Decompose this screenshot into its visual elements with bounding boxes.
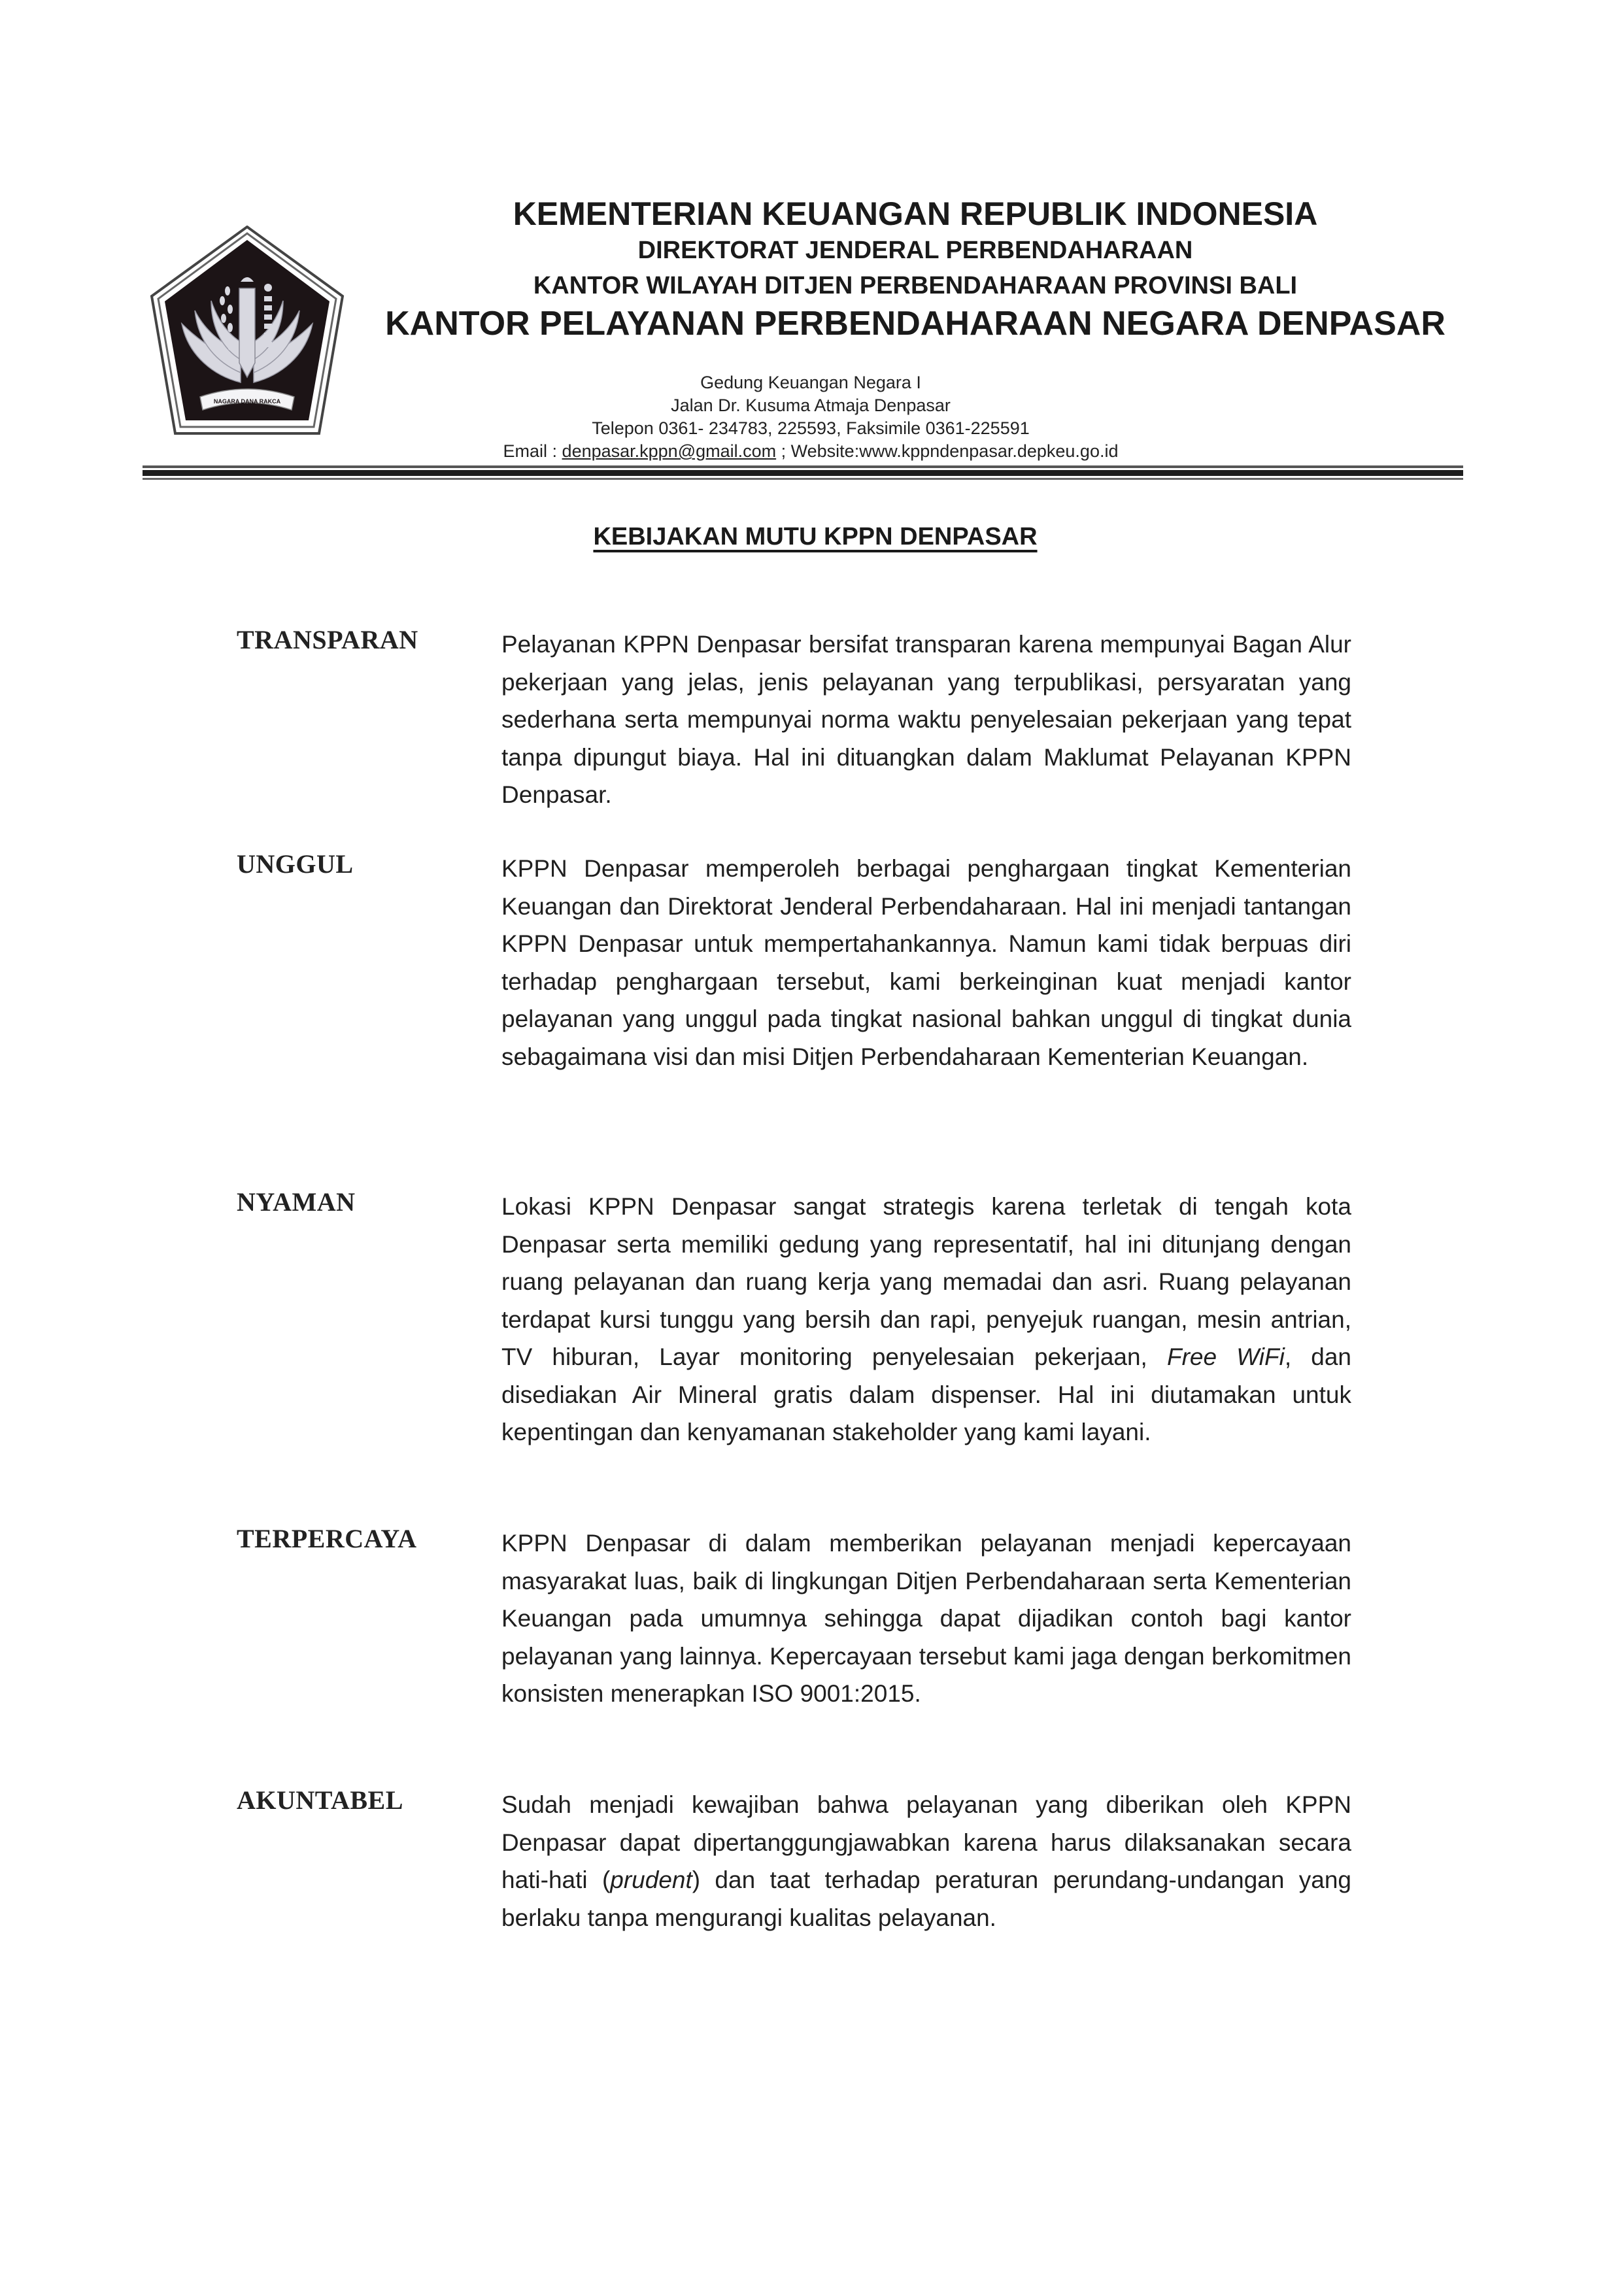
regional-office-name: KANTOR WILAYAH DITJEN PERBENDAHARAAN PROVINSI BALI (533, 271, 1298, 299)
section-label: TERPERCAYA (237, 1524, 417, 1553)
address-street: Jalan Dr. Kusuma Atmaja Denpasar (671, 396, 951, 415)
address-block (392, 371, 1229, 463)
website-text: ; Website:www.kppndenpasar.depkeu.go.id (776, 441, 1119, 461)
ministry-name: KEMENTERIAN KEUANGAN REPUBLIK INDONESIA (513, 195, 1318, 232)
section-text: Lokasi KPPN Denpasar sangat strategis karena terletak di tengah kota Denpasar serta memiliki gedung yang representatif, hal ini ditunjang dengan ruang pelayanan dan ruang kerja yang memadai dan asri. Ruang pelayanan terdapat kursi tunggu yang bersih dan rapi, penyejuk ruangan, mesin antrian, TV hiburan, Layar monitoring penyelesaian pekerjaan, (501, 1193, 1351, 1370)
document-title: KEBIJAKAN MUTU KPPN DENPASAR (593, 523, 1038, 550)
section-body (501, 1188, 1351, 1451)
section-body: Pelayanan KPPN Denpasar bersifat transparan karena mempunyai Bagan Alur pekerjaan yang jelas, jenis pelayanan yang terpublikasi, persyaratan yang sederhana serta mempunyai norma waktu penyelesaian pekerjaan yang tepat tanpa dipungut biaya. Hal ini dituangkan dalam Maklumat Pelayanan KPPN Denpasar. (501, 631, 1351, 808)
emblem-ribbon-text: NAGARA DANA RAKCA (213, 398, 281, 405)
section-label: TRANSPARAN (237, 625, 418, 654)
address-phone: Telepon 0361- 234783, 225593, Faksimile 0361-225591 (592, 418, 1030, 438)
section-text-italic: Free WiFi (1166, 1343, 1285, 1370)
email-label: Email : (503, 441, 562, 461)
section-label: NYAMAN (237, 1187, 356, 1217)
directorate-name: DIREKTORAT JENDERAL PERBENDAHARAAN (637, 237, 1193, 264)
section-text-italic: prudent (610, 1866, 692, 1893)
section-text: , dan disediakan Air Mineral gratis dalam dispenser. Hal ini diutamakan untuk kepentingan dan kenyamanan stakeholder yang kami layani. (501, 1343, 1351, 1445)
section-text: Sudah menjadi kewajiban bahwa pelayanan yang diberikan oleh KPPN Denpasar dapat dipertanggungjawabkan karena harus dilaksanakan secara hati-hati ( (501, 1791, 1351, 1893)
section-text: ) dan taat terhadap peraturan perundang-undangan yang berlaku tanpa mengurangi kualitas pelayanan. (501, 1866, 1352, 1931)
section-label: AKUNTABEL (237, 1785, 403, 1815)
section-body: KPPN Denpasar di dalam memberikan pelayanan menjadi kepercayaan masyarakat luas, baik di lingkungan Ditjen Perbendaharaan serta Kementerian Keuangan pada umumnya sehingga dapat dijadikan contoh bagi kantor pelayanan yang lainnya. Kepercayaan tersebut kami jaga dengan berkomitmen konsisten menerapkan ISO 9001:2015. (501, 1530, 1351, 1707)
address-contact (392, 440, 1229, 463)
address-building: Gedung Keuangan Negara I (700, 373, 921, 392)
ministry-emblem-icon (149, 226, 345, 441)
section-body: KPPN Denpasar memperoleh berbagai penghargaan tingkat Kementerian Keuangan dan Direktorat Jenderal Perbendaharaan. Hal ini menjadi tantangan KPPN Denpasar untuk mempertahankannya. Namun kami tidak berpuas diri terhadap penghargaan tersebut, kami berkeinginan kuat menjadi kantor pelayanan yang unggul pada tingkat nasional bahkan unggul di tingkat dunia sebagaimana visi dan misi Ditjen Perbendaharaan Kementerian Keuangan. (501, 855, 1351, 1070)
section-label: UNGGUL (237, 849, 354, 879)
letterhead (353, 196, 1478, 343)
office-name: KANTOR PELAYANAN PERBENDAHARAAN NEGARA DENPASAR (385, 304, 1446, 343)
letterhead-divider (143, 465, 1463, 480)
emblem-svg (149, 226, 345, 441)
email-link[interactable]: denpasar.kppn@gmail.com (562, 441, 777, 461)
section-body (501, 1786, 1351, 1936)
